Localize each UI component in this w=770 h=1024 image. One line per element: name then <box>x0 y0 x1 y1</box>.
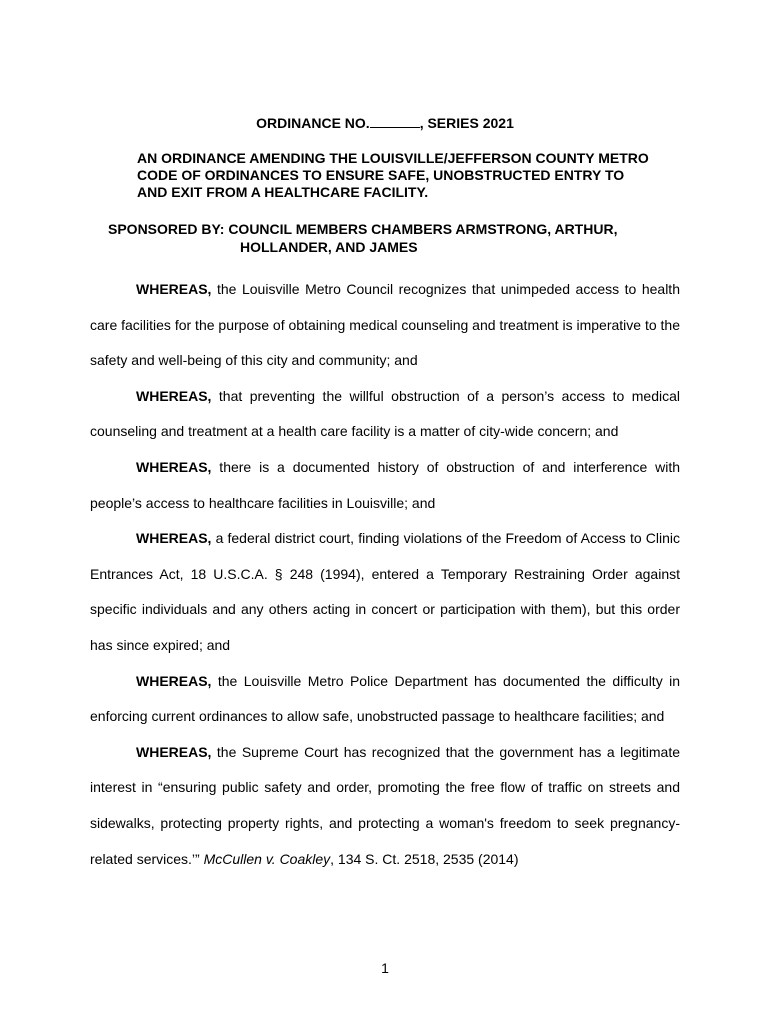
title-suffix: , SERIES 2021 <box>419 115 514 131</box>
whereas-paragraph <box>90 450 680 521</box>
ordinance-title <box>0 114 770 132</box>
whereas-lead: WHEREAS, <box>136 281 212 297</box>
whereas-paragraph <box>90 735 680 877</box>
case-name: McCullen v. Coakley <box>203 850 331 867</box>
whereas-lead: WHEREAS, <box>136 743 212 760</box>
whereas-text: a federal district court, finding violations of the Freedom of Access to Clinic Entrances Act, 18 U.S.C.A. § 248 (1994), entered a Temporary Restraining Order against specific individuals and any others acting in concert or participation with them), but this order has since expired; and <box>90 530 680 653</box>
whereas-paragraph <box>90 664 680 735</box>
ordinance-subtitle: AN ORDINANCE AMENDING THE LOUISVILLE/JEFFERSON COUNTY METRO CODE OF ORDINANCES TO ENSURE SAFE, UNOBSTRUCTED ENTRY TO AND EXIT FROM A HEALTHCARE FACILITY. <box>137 150 649 200</box>
whereas-paragraph <box>90 272 680 379</box>
whereas-lead: WHEREAS, <box>136 387 212 404</box>
sponsor-line-1: SPONSORED BY: COUNCIL MEMBERS CHAMBERS ARMSTRONG, ARTHUR, <box>108 221 618 237</box>
whereas-paragraph <box>90 521 680 663</box>
whereas-text: there is a documented history of obstruction of and interference with people’s access to healthcare facilities in Louisville; and <box>90 458 680 511</box>
page-number: 1 <box>381 960 389 976</box>
case-citation: , 134 S. Ct. 2518, 2535 (2014) <box>330 850 519 867</box>
sponsor-line-2: HOLLANDER, AND JAMES <box>240 239 418 255</box>
whereas-lead: WHEREAS, <box>136 458 212 475</box>
whereas-text: the Louisville Metro Council recognizes that unimpeded access to health care facilities for the purpose of obtaining medical counseling and treatment is imperative to the safety and well-being of this city and community; and <box>90 281 680 369</box>
whereas-text: the Louisville Metro Police Department has documented the difficulty in enforcing current ordinances to allow safe, unobstructed passage to healthcare facilities; and <box>90 672 680 725</box>
ordinance-number-blank <box>370 114 420 128</box>
whereas-text: the Supreme Court has recognized that the government has a legitimate interest in “ensuring public safety and order, promoting the free flow of traffic on streets and sidewalks, protecting property rights, and protecting a woman's freedom to seek pregnancy-related services.’” <box>90 743 680 867</box>
whereas-lead: WHEREAS, <box>136 530 212 547</box>
whereas-paragraph <box>90 379 680 450</box>
sponsor-block <box>108 220 688 256</box>
whereas-lead: WHEREAS, <box>136 672 212 689</box>
title-prefix: ORDINANCE NO. <box>256 115 370 131</box>
ordinance-body <box>90 272 680 877</box>
whereas-text: that preventing the willful obstruction of a person’s access to medical counseling and treatment at a health care facility is a matter of city-wide concern; and <box>90 387 680 440</box>
